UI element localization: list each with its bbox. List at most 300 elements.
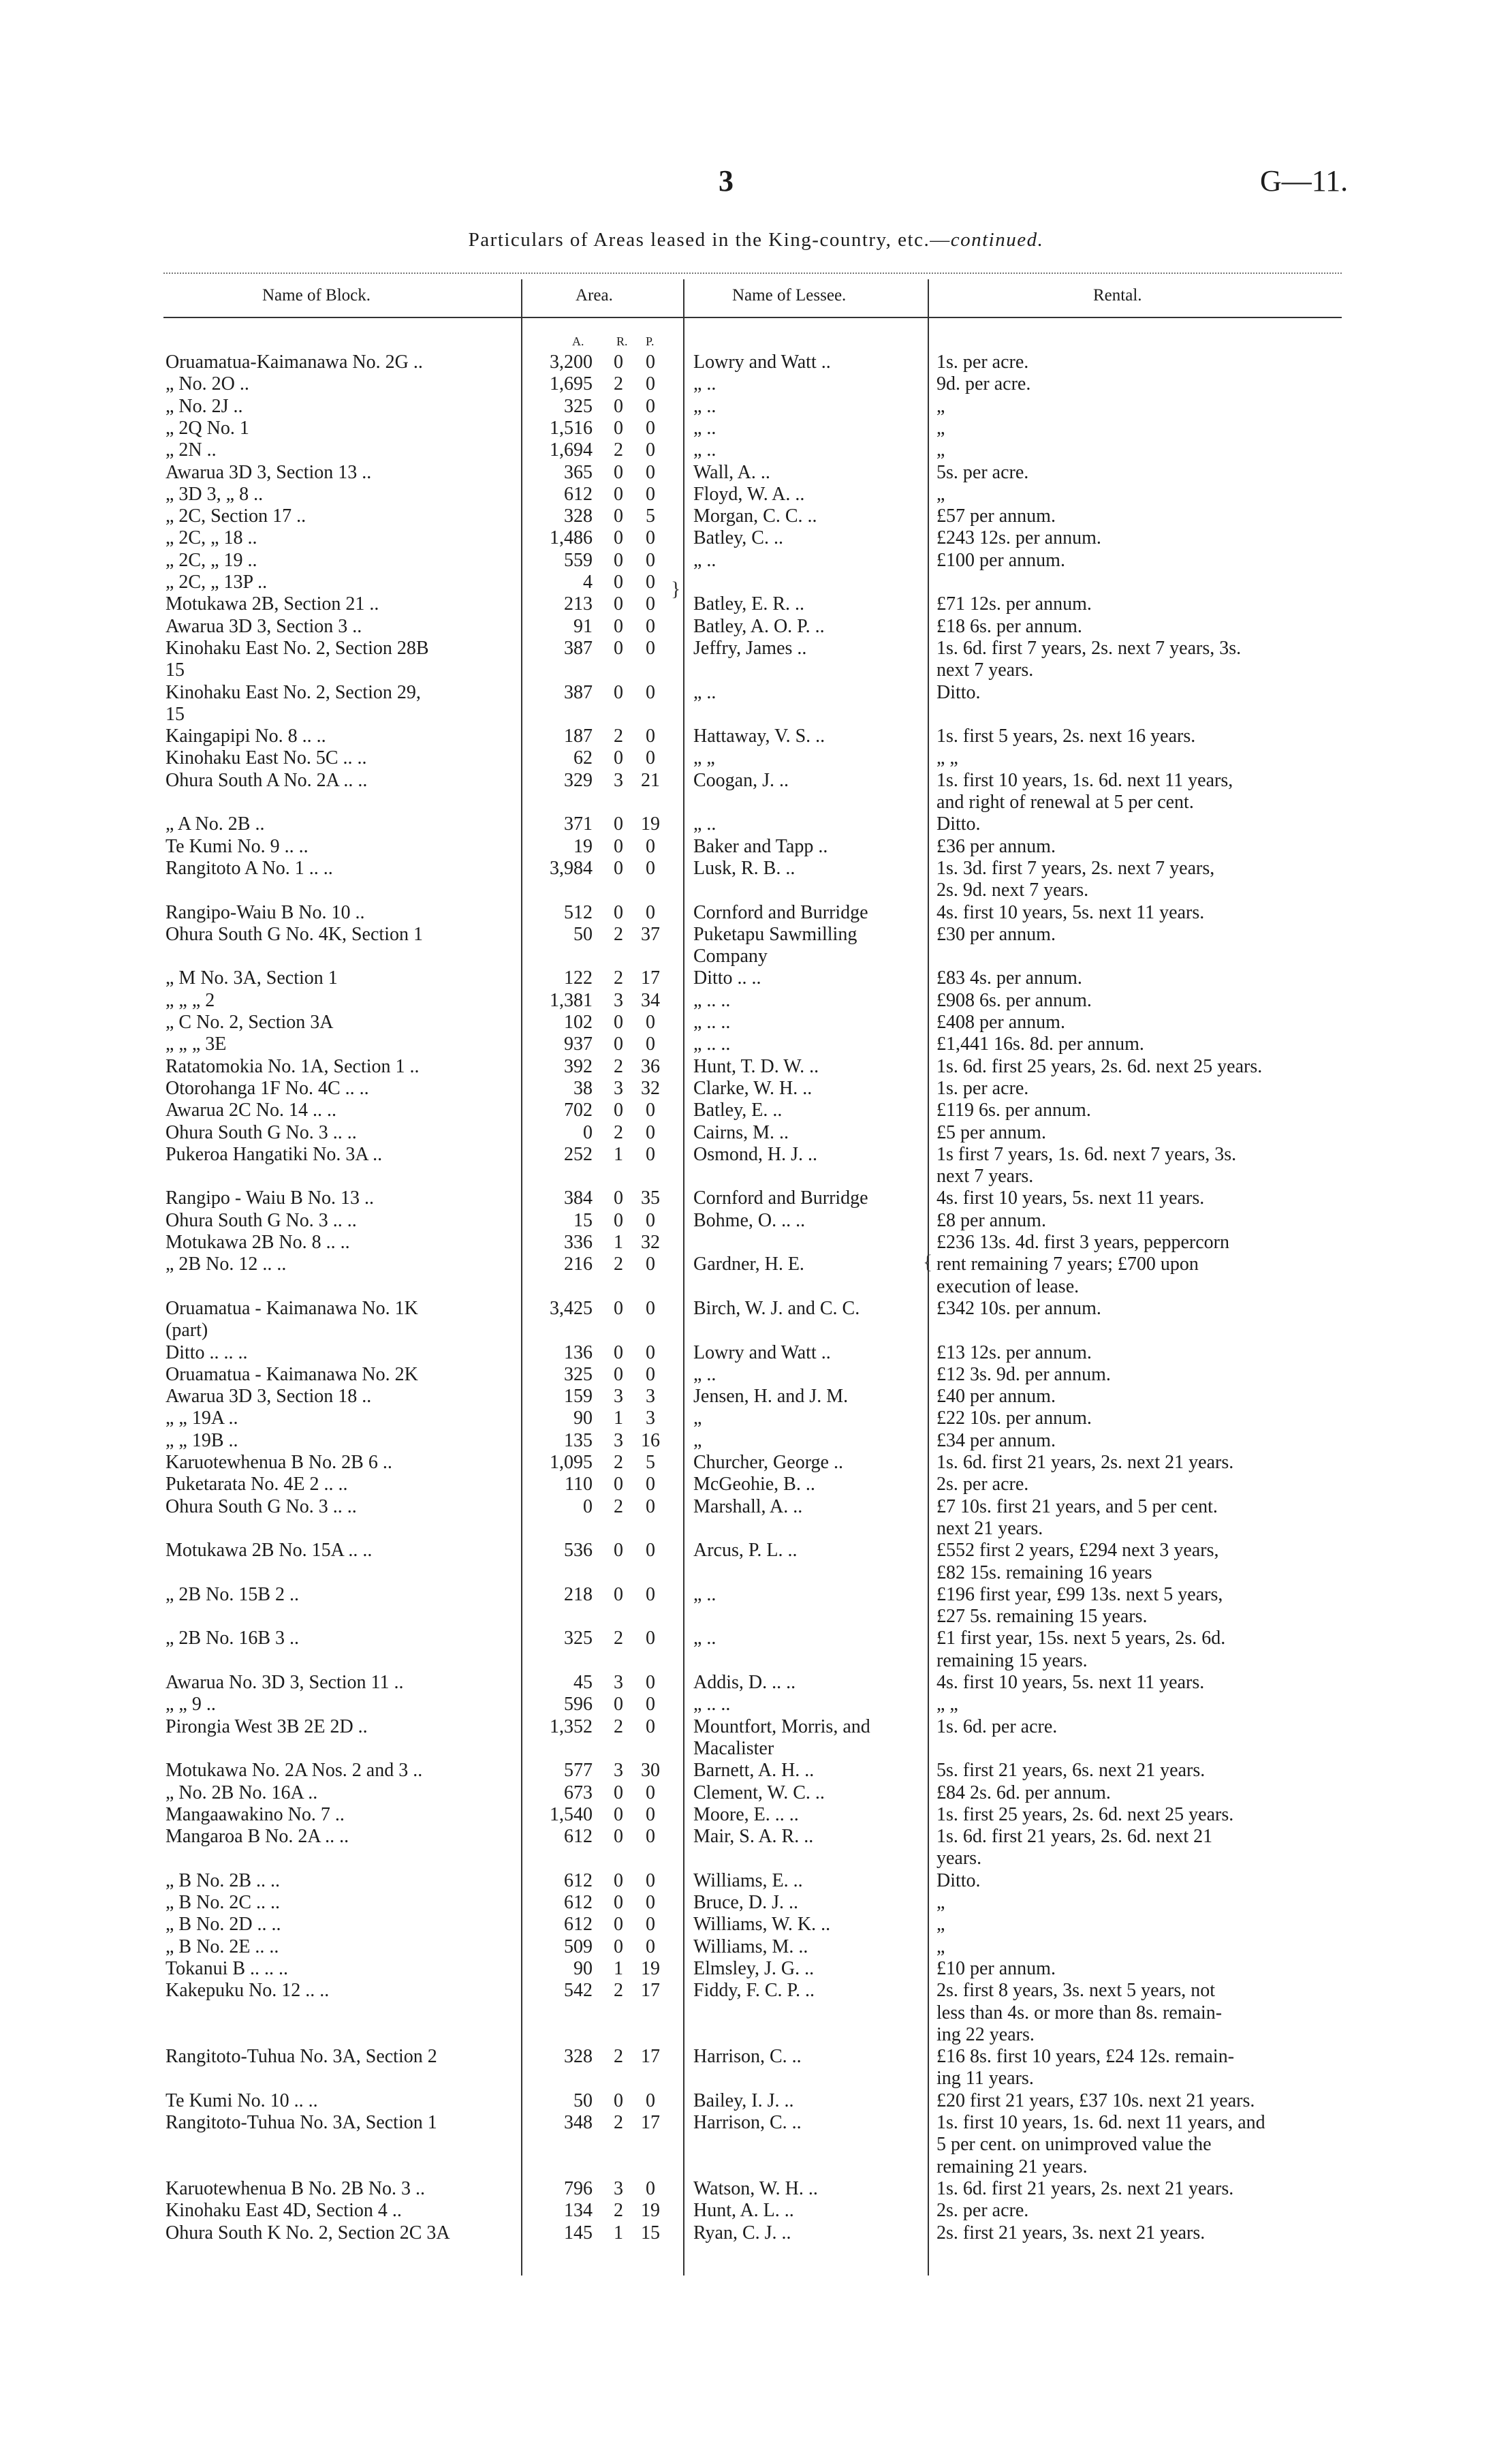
cell-rental: £27 5s. remaining 15 years. xyxy=(936,1606,1148,1628)
cell-rental: £22 10s. per annum. xyxy=(936,1408,1092,1429)
cell-block: Rangipo - Waiu B No. 13 .. xyxy=(166,1187,374,1209)
cell-perches: 3 xyxy=(646,1386,655,1408)
cell-roods: 2 xyxy=(614,2112,623,2133)
cell-block: Pukeroa Hangatiki No. 3A .. xyxy=(166,1143,383,1165)
cell-block: Ratatomokia No. 1A, Section 1 .. xyxy=(166,1055,420,1077)
cell-block: „ M No. 3A, Section 1 xyxy=(166,967,338,989)
cell-rental: 1s. first 10 years, 1s. 6d. next 11 years, and xyxy=(936,2112,1265,2133)
cell-perches: 0 xyxy=(646,901,655,923)
table-row xyxy=(0,1298,1512,1320)
cell-lessee: „ .. xyxy=(693,417,716,439)
cell-block: Ohura South K No. 2, Section 2C 3A xyxy=(166,2222,450,2243)
cell-block: „ 2B No. 12 .. .. xyxy=(166,1254,287,1275)
cell-lessee: Jeffry, James .. xyxy=(693,637,807,659)
cell-rental: £71 12s. per annum. xyxy=(936,593,1092,615)
cell-rental: 2s. first 8 years, 3s. next 5 years, not xyxy=(936,1980,1216,2002)
cell-lessee: Ditto .. .. xyxy=(693,967,761,989)
cell-roods: 3 xyxy=(614,1077,623,1099)
cell-lessee: „ xyxy=(693,1408,702,1429)
cell-acres: 325 xyxy=(564,1628,593,1649)
cell-perches: 35 xyxy=(641,1187,660,1209)
cell-roods: 2 xyxy=(614,373,623,395)
cell-roods: 1 xyxy=(614,1232,623,1253)
cell-rental: execution of lease. xyxy=(936,1275,1080,1297)
cell-rental: 4s. first 10 years, 5s. next 11 years. xyxy=(936,1187,1205,1209)
cell-perches: 0 xyxy=(646,1495,655,1517)
cell-acres: 218 xyxy=(564,1583,593,1605)
table-row xyxy=(0,1826,1512,1848)
cell-acres: 325 xyxy=(564,1363,593,1385)
cell-acres: 387 xyxy=(564,681,593,703)
cell-rental: Ditto. xyxy=(936,1869,981,1891)
cell-block: Awarua 3D 3, Section 18 .. xyxy=(166,1386,372,1408)
cell-perches: 0 xyxy=(646,417,655,439)
cell-roods: 0 xyxy=(614,1936,623,1957)
table-row xyxy=(0,1100,1512,1122)
cell-block: „ No. 2B No. 16A .. xyxy=(166,1782,318,1803)
cell-rental: 1s. 3d. first 7 years, 2s. next 7 years, xyxy=(936,857,1215,879)
cell-roods: 2 xyxy=(614,1055,623,1077)
cell-block: „ 2Q No. 1 xyxy=(166,417,249,439)
cell-rental: 1s. 6d. first 21 years, 2s. next 21 years. xyxy=(936,2177,1234,2199)
cell-rental: „ xyxy=(936,1936,945,1957)
cell-block: Mangaawakino No. 7 .. xyxy=(166,1803,345,1825)
cell-rental: 1s. first 5 years, 2s. next 16 years. xyxy=(936,726,1196,747)
cell-acres: 512 xyxy=(564,901,593,923)
cell-rental: £10 per annum. xyxy=(936,1957,1056,1979)
table-row xyxy=(0,1364,1512,1386)
cell-roods: 3 xyxy=(614,1386,623,1408)
cell-lessee: „ .. xyxy=(693,1628,716,1649)
cell-rental: „ xyxy=(936,395,945,417)
cell-perches: 0 xyxy=(646,1209,655,1231)
table-row xyxy=(0,1144,1512,1166)
cell-lessee: Puketapu Sawmilling xyxy=(693,923,857,945)
cell-roods: 2 xyxy=(614,1254,623,1275)
cell-roods: 2 xyxy=(614,1495,623,1517)
cell-rental: £1 first year, 15s. next 5 years, 2s. 6d. xyxy=(936,1628,1226,1649)
cell-acres: 612 xyxy=(564,1869,593,1891)
table-row xyxy=(0,1716,1512,1739)
cell-block: Motukawa 2B No. 15A .. .. xyxy=(166,1540,373,1562)
brace: { xyxy=(923,1251,933,1273)
cell-perches: 5 xyxy=(646,1452,655,1473)
cell-block: „ 2C, Section 17 .. xyxy=(166,506,306,527)
cell-acres: 559 xyxy=(564,549,593,571)
cell-block: „ „ 19A .. xyxy=(166,1408,238,1429)
cell-block: „ „ 19B .. xyxy=(166,1429,238,1451)
table-row xyxy=(0,2156,1512,2179)
cell-roods: 0 xyxy=(614,1012,623,1033)
cell-rental: £18 6s. per annum. xyxy=(936,615,1082,637)
cell-roods: 0 xyxy=(614,901,623,923)
table-row xyxy=(0,1408,1512,1430)
cell-lessee: „ .. xyxy=(693,395,716,417)
cell-block: Te Kumi No. 10 .. .. xyxy=(166,2090,318,2111)
cell-roods: 2 xyxy=(614,2046,623,2068)
cell-perches: 19 xyxy=(641,2200,660,2222)
cell-acres: 796 xyxy=(564,2177,593,2199)
table-row xyxy=(0,2002,1512,2025)
cell-rental: next 7 years. xyxy=(936,1166,1034,1187)
cell-lessee: Addis, D. .. .. xyxy=(693,1672,796,1693)
header-rental: Rental. xyxy=(1093,286,1142,305)
cell-rental: 1s. 6d. first 21 years, 2s. 6d. next 21 xyxy=(936,1826,1213,1848)
cell-roods: 0 xyxy=(614,1297,623,1319)
cell-perches: 0 xyxy=(646,637,655,659)
cell-rental: 2s. 9d. next 7 years. xyxy=(936,880,1089,901)
table-row xyxy=(0,946,1512,968)
cell-rental: Ditto. xyxy=(936,813,981,835)
cell-block: Puketarata No. 4E 2 .. .. xyxy=(166,1474,348,1495)
cell-block: „ A No. 2B .. xyxy=(166,813,265,835)
cell-acres: 384 xyxy=(564,1187,593,1209)
cell-block: Ohura South G No. 4K, Section 1 xyxy=(166,923,423,945)
cell-block: 15 xyxy=(166,703,185,725)
cell-perches: 36 xyxy=(641,1055,660,1077)
cell-block: Ditto .. .. .. xyxy=(166,1341,248,1363)
table-row xyxy=(0,616,1512,638)
table-row xyxy=(0,1870,1512,1893)
table-row xyxy=(0,1650,1512,1673)
cell-rental: 1s first 7 years, 1s. 6d. next 7 years, 3s. xyxy=(936,1143,1237,1165)
table-row xyxy=(0,1848,1512,1870)
cell-acres: 50 xyxy=(573,923,593,945)
cell-block: Pirongia West 3B 2E 2D .. xyxy=(166,1715,368,1737)
brace: } xyxy=(671,578,681,600)
cell-perches: 5 xyxy=(646,506,655,527)
cell-acres: 702 xyxy=(564,1100,593,1121)
cell-block: (part) xyxy=(166,1320,208,1341)
cell-block: „ C No. 2, Section 3A xyxy=(166,1012,334,1033)
table-row xyxy=(0,1738,1512,1760)
table-row xyxy=(0,638,1512,660)
cell-block: Oruamatua - Kaimanawa No. 2K xyxy=(166,1363,418,1385)
cell-rental: „ „ xyxy=(936,747,958,769)
cell-lessee: Bohme, O. .. .. xyxy=(693,1209,806,1231)
cell-acres: 542 xyxy=(564,1980,593,2002)
table-row xyxy=(0,396,1512,418)
cell-acres: 136 xyxy=(564,1341,593,1363)
cell-perches: 0 xyxy=(646,1782,655,1803)
cell-perches: 0 xyxy=(646,1715,655,1737)
cell-block: Kakepuku No. 12 .. .. xyxy=(166,1980,330,2002)
cell-perches: 0 xyxy=(646,2177,655,2199)
table-row xyxy=(0,2024,1512,2047)
cell-roods: 0 xyxy=(614,1100,623,1121)
cell-lessee: Coogan, J. .. xyxy=(693,769,789,791)
cell-block: Kinohaku East No. 2, Section 29, xyxy=(166,681,421,703)
cell-rental: „ „ xyxy=(936,1694,958,1715)
cell-roods: 0 xyxy=(614,1540,623,1562)
cell-acres: 110 xyxy=(565,1474,593,1495)
cell-lessee: Morgan, C. C. .. xyxy=(693,506,817,527)
cell-rental: years. xyxy=(936,1848,982,1869)
table-row xyxy=(0,1606,1512,1628)
cell-perches: 0 xyxy=(646,439,655,461)
cell-acres: 102 xyxy=(564,1012,593,1033)
cell-rental: „ xyxy=(936,439,945,461)
cell-lessee: McGeohie, B. .. xyxy=(693,1474,815,1495)
cell-roods: 1 xyxy=(614,1143,623,1165)
cell-acres: 3,200 xyxy=(550,352,593,373)
cell-acres: 328 xyxy=(564,506,593,527)
cell-rental: next 21 years. xyxy=(936,1517,1043,1539)
cell-perches: 0 xyxy=(646,1474,655,1495)
cell-perches: 0 xyxy=(646,1914,655,1936)
cell-roods: 0 xyxy=(614,483,623,505)
cell-rental: next 7 years. xyxy=(936,659,1034,681)
cell-lessee: Birch, W. J. and C. C. xyxy=(693,1297,860,1319)
cell-acres: 0 xyxy=(583,1495,593,1517)
cell-block: Ohura South A No. 2A .. .. xyxy=(166,769,368,791)
cell-roods: 0 xyxy=(614,2090,623,2111)
cell-rental: ing 22 years. xyxy=(936,2023,1035,2045)
cell-perches: 37 xyxy=(641,923,660,945)
cell-roods: 0 xyxy=(614,527,623,549)
table-row xyxy=(0,2090,1512,2113)
cell-perches: 0 xyxy=(646,1363,655,1385)
cell-lessee: Moore, E. .. .. xyxy=(693,1803,799,1825)
cell-acres: 348 xyxy=(564,2112,593,2133)
table-row xyxy=(0,659,1512,682)
top-rule xyxy=(163,273,1342,274)
cell-acres: 3,984 xyxy=(550,857,593,879)
cell-block: „ B No. 2D .. .. xyxy=(166,1914,281,1936)
cell-acres: 145 xyxy=(564,2222,593,2243)
table-row xyxy=(0,682,1512,704)
cell-lessee: „ .. xyxy=(693,813,716,835)
cell-acres: 937 xyxy=(564,1034,593,1055)
table-row xyxy=(0,2046,1512,2068)
cell-block: Tokanui B .. .. .. xyxy=(166,1957,289,1979)
page-number: 3 xyxy=(719,164,734,198)
table-row xyxy=(0,1474,1512,1496)
cell-lessee: Barnett, A. H. .. xyxy=(693,1760,815,1782)
cell-lessee: Clarke, W. H. .. xyxy=(693,1077,813,1099)
cell-lessee: „ .. .. xyxy=(693,1012,731,1033)
cell-roods: 2 xyxy=(614,1121,623,1143)
cell-rental: £30 per annum. xyxy=(936,923,1056,945)
table-row xyxy=(0,1518,1512,1540)
cell-rental: £908 6s. per annum. xyxy=(936,989,1092,1011)
cell-lessee: Harrison, C. .. xyxy=(693,2046,802,2068)
cell-lessee: „ .. xyxy=(693,1363,716,1385)
cell-perches: 0 xyxy=(646,1694,655,1715)
table-row xyxy=(0,1936,1512,1959)
cell-roods: 2 xyxy=(614,1452,623,1473)
cell-rental: £552 first 2 years, £294 next 3 years, xyxy=(936,1540,1219,1562)
cell-block: Kaingapipi No. 8 .. .. xyxy=(166,726,326,747)
table-row xyxy=(0,373,1512,396)
cell-acres: 19 xyxy=(573,835,593,857)
cell-lessee: Company xyxy=(693,946,768,967)
cell-perches: 0 xyxy=(646,461,655,483)
cell-perches: 0 xyxy=(646,1297,655,1319)
cell-lessee: Jensen, H. and J. M. xyxy=(693,1386,849,1408)
cell-roods: 0 xyxy=(614,1914,623,1936)
cell-roods: 2 xyxy=(614,1628,623,1649)
cell-rental: £119 6s. per annum. xyxy=(936,1100,1091,1121)
cell-acres: 252 xyxy=(564,1143,593,1165)
cell-acres: 134 xyxy=(564,2200,593,2222)
cell-perches: 32 xyxy=(641,1077,660,1099)
cell-rental: 1s. first 10 years, 1s. 6d. next 11 years, xyxy=(936,769,1233,791)
cell-block: „ 2C, „ 13P .. xyxy=(166,572,268,593)
cell-perches: 17 xyxy=(641,2112,660,2133)
cell-block: Motukawa 2B No. 8 .. .. xyxy=(166,1232,350,1253)
cell-perches: 0 xyxy=(646,395,655,417)
cell-roods: 0 xyxy=(614,352,623,373)
cell-rental: £196 first year, £99 13s. next 5 years, xyxy=(936,1583,1223,1605)
cell-rental: £12 3s. 9d. per annum. xyxy=(936,1363,1111,1385)
cell-rental: £34 per annum. xyxy=(936,1429,1056,1451)
cell-roods: 0 xyxy=(614,506,623,527)
cell-rental: 2s. first 21 years, 3s. next 21 years. xyxy=(936,2222,1206,2243)
cell-rental: „ xyxy=(936,483,945,505)
cell-lessee: Marshall, A. .. xyxy=(693,1495,803,1517)
cell-roods: 0 xyxy=(614,1826,623,1848)
table-row xyxy=(0,2178,1512,2201)
cell-block: „ No. 2J .. xyxy=(166,395,243,417)
table-row xyxy=(0,593,1512,616)
cell-perches: 3 xyxy=(646,1408,655,1429)
cell-roods: 0 xyxy=(614,857,623,879)
cell-roods: 0 xyxy=(614,1803,623,1825)
table-row xyxy=(0,352,1512,374)
cell-lessee: Mountfort, Morris, and xyxy=(693,1715,870,1737)
cell-acres: 392 xyxy=(564,1055,593,1077)
cell-lessee: „ .. xyxy=(693,1583,716,1605)
table-row xyxy=(0,1562,1512,1585)
cell-lessee: Fiddy, F. C. P. .. xyxy=(693,1980,815,2002)
cell-lessee: Batley, A. O. P. .. xyxy=(693,615,825,637)
unit-perches: P. xyxy=(646,335,655,348)
cell-roods: 2 xyxy=(614,1715,623,1737)
cell-perches: 0 xyxy=(646,1936,655,1957)
cell-perches: 0 xyxy=(646,1803,655,1825)
table-row xyxy=(0,1232,1512,1254)
cell-lessee: Baker and Tapp .. xyxy=(693,835,828,857)
cell-lessee: Gardner, H. E. xyxy=(693,1254,804,1275)
cell-roods: 0 xyxy=(614,615,623,637)
cell-perches: 0 xyxy=(646,593,655,615)
cell-rental: Ditto. xyxy=(936,681,981,703)
cell-rental: less than 4s. or more than 8s. remain- xyxy=(936,2002,1223,2023)
cell-lessee: Batley, E. R. .. xyxy=(693,593,805,615)
cell-roods: 0 xyxy=(614,572,623,593)
cell-roods: 0 xyxy=(614,1694,623,1715)
cell-lessee: Bruce, D. J. .. xyxy=(693,1892,798,1913)
table-row xyxy=(0,2200,1512,2222)
table-row xyxy=(0,858,1512,880)
cell-lessee: Williams, M. .. xyxy=(693,1936,808,1957)
cell-rental: 1s. per acre. xyxy=(936,1077,1029,1099)
cell-roods: 0 xyxy=(614,593,623,615)
cell-perches: 0 xyxy=(646,1143,655,1165)
cell-acres: 91 xyxy=(573,615,593,637)
cell-block: „ 2B No. 15B 2 .. xyxy=(166,1583,299,1605)
cell-rental: £8 per annum. xyxy=(936,1209,1046,1231)
title-main: Particulars of Areas leased in the King-country, etc.— xyxy=(468,229,951,251)
cell-perches: 0 xyxy=(646,1583,655,1605)
cell-lessee: Mair, S. A. R. .. xyxy=(693,1826,814,1848)
cell-perches: 0 xyxy=(646,352,655,373)
cell-acres: 387 xyxy=(564,637,593,659)
cell-roods: 0 xyxy=(614,1363,623,1385)
table-row xyxy=(0,2222,1512,2245)
cell-rental: rent remaining 7 years; £700 upon xyxy=(936,1254,1199,1275)
cell-perches: 0 xyxy=(646,1034,655,1055)
cell-block: Awarua No. 3D 3, Section 11 .. xyxy=(166,1672,404,1693)
cell-acres: 1,694 xyxy=(550,439,593,461)
cell-rental: £57 per annum. xyxy=(936,506,1056,527)
table-row xyxy=(0,924,1512,946)
cell-roods: 2 xyxy=(614,726,623,747)
table-row xyxy=(0,1540,1512,1562)
cell-lessee: Cornford and Burridge xyxy=(693,901,868,923)
cell-lessee: „ .. xyxy=(693,439,716,461)
table-row xyxy=(0,1694,1512,1716)
cell-roods: 1 xyxy=(614,1957,623,1979)
cell-perches: 34 xyxy=(641,989,660,1011)
cell-block: „ „ „ 2 xyxy=(166,989,215,1011)
cell-perches: 21 xyxy=(641,769,660,791)
table-row xyxy=(0,1892,1512,1914)
table-row xyxy=(0,770,1512,792)
cell-acres: 15 xyxy=(573,1209,593,1231)
cell-acres: 1,540 xyxy=(550,1803,593,1825)
cell-acres: 1,695 xyxy=(550,373,593,395)
cell-rental: £84 2s. 6d. per annum. xyxy=(936,1782,1111,1803)
cell-perches: 0 xyxy=(646,1012,655,1033)
cell-lessee: Lowry and Watt .. xyxy=(693,352,831,373)
cell-roods: 3 xyxy=(614,2177,623,2199)
cell-rental: 1s. 6d. per acre. xyxy=(936,1715,1058,1737)
cell-roods: 0 xyxy=(614,461,623,483)
cell-lessee: Cornford and Burridge xyxy=(693,1187,868,1209)
cell-acres: 216 xyxy=(564,1254,593,1275)
cell-acres: 612 xyxy=(564,1914,593,1936)
cell-lessee: Floyd, W. A. .. xyxy=(693,483,805,505)
table-row xyxy=(0,1056,1512,1078)
cell-block: „ B No. 2C .. .. xyxy=(166,1892,280,1913)
cell-rental: 2s. per acre. xyxy=(936,1474,1029,1495)
table-row xyxy=(0,418,1512,440)
cell-perches: 15 xyxy=(641,2222,660,2243)
cell-acres: 45 xyxy=(573,1672,593,1693)
cell-block: Mangaroa B No. 2A .. .. xyxy=(166,1826,349,1848)
cell-perches: 32 xyxy=(641,1232,660,1253)
cell-rental: remaining 15 years. xyxy=(936,1649,1088,1671)
cell-rental: 4s. first 10 years, 5s. next 11 years. xyxy=(936,901,1205,923)
cell-rental: 5 per cent. on unimproved value the xyxy=(936,2134,1212,2156)
cell-rental: „ xyxy=(936,1892,945,1913)
cell-lessee: Hattaway, V. S. .. xyxy=(693,726,825,747)
cell-perches: 0 xyxy=(646,483,655,505)
table-row xyxy=(0,813,1512,836)
cell-acres: 1,486 xyxy=(550,527,593,549)
cell-block: „ B No. 2E .. .. xyxy=(166,1936,279,1957)
cell-roods: 0 xyxy=(614,1209,623,1231)
cell-lessee: „ .. xyxy=(693,373,716,395)
cell-rental: £1,441 16s. 8d. per annum. xyxy=(936,1034,1144,1055)
cell-perches: 0 xyxy=(646,681,655,703)
cell-roods: 0 xyxy=(614,835,623,857)
table-row xyxy=(0,2112,1512,2134)
cell-block: Ohura South G No. 3 .. .. xyxy=(166,1121,357,1143)
table-row xyxy=(0,506,1512,528)
